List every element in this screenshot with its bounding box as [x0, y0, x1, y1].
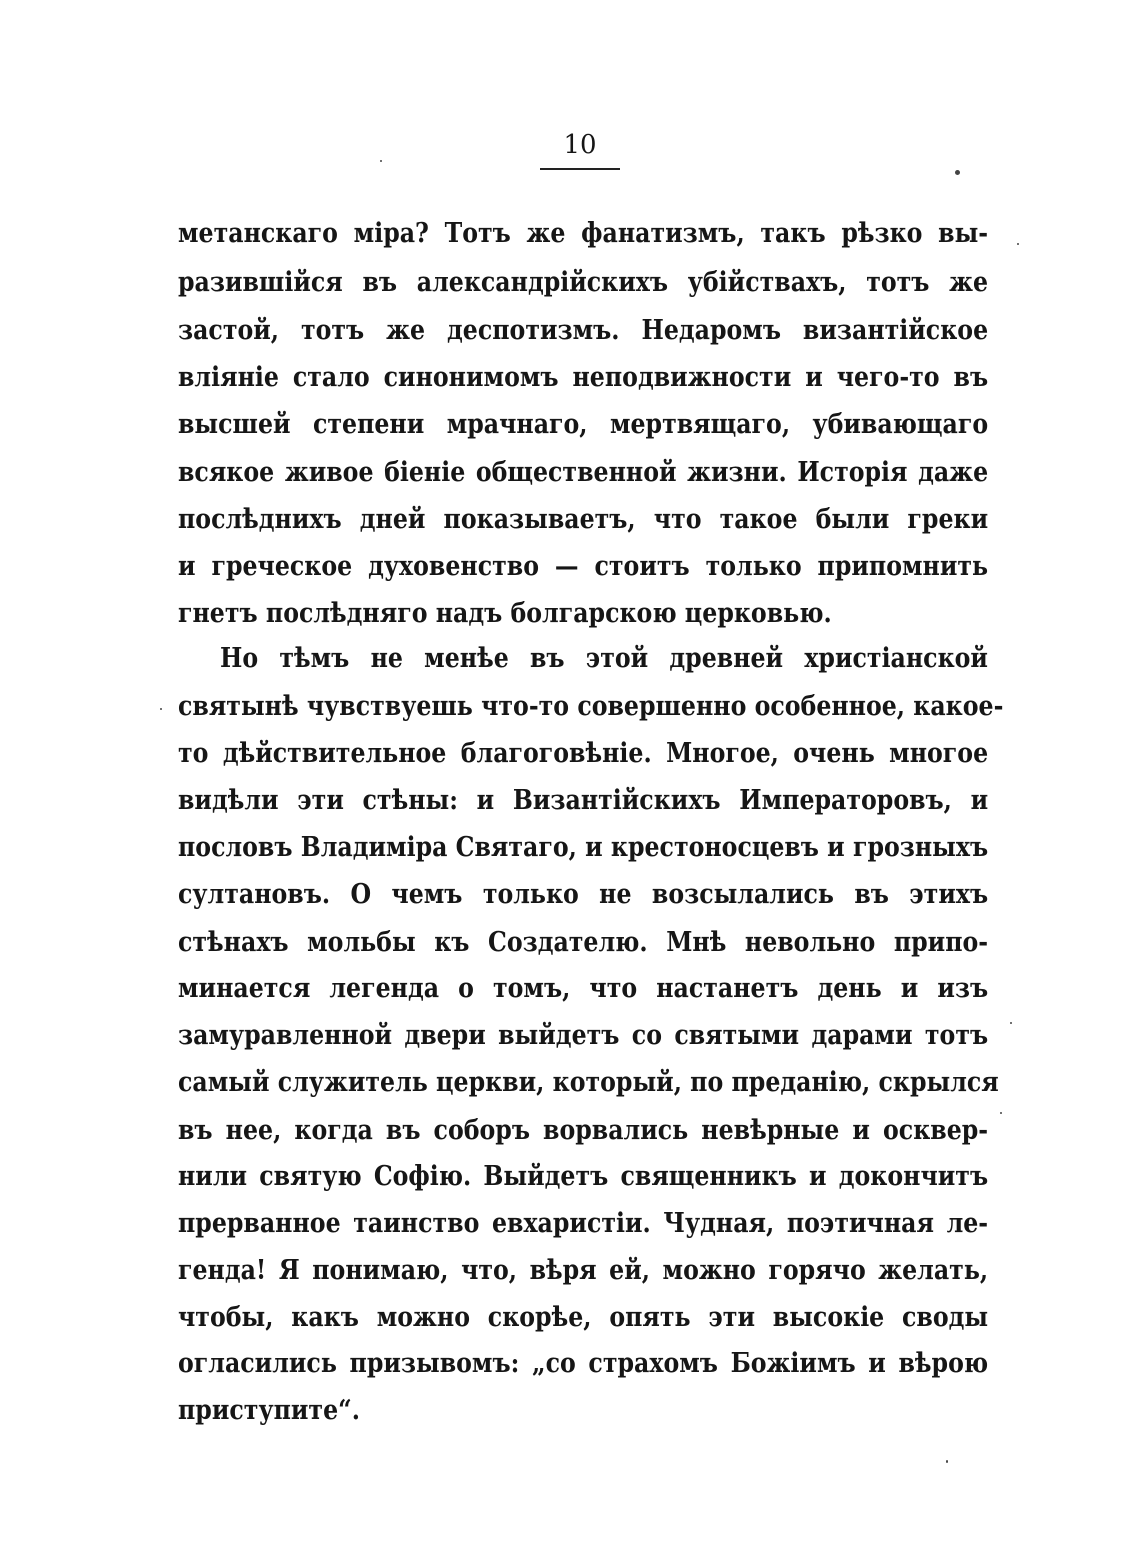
- text-line: Но тѣмъ не менѣе въ этой древней христіанской: [220, 642, 988, 674]
- text-line: минается легенда о томъ, что настанетъ день и изъ: [178, 972, 989, 1004]
- text-line: вліяніе стало синонимомъ неподвижности и чего-то въ: [178, 361, 989, 393]
- text-line: прерванное таинство евхаристіи. Чудная, поэтичная ле-: [178, 1207, 989, 1239]
- scan-speck: [1000, 1112, 1002, 1114]
- text-line: въ нее, когда въ соборъ ворвались невѣрные и осквер-: [178, 1114, 989, 1146]
- text-line: гнетъ послѣдняго надъ болгарскою церковью.: [178, 597, 832, 629]
- text-line: высшей степени мрачнаго, мертвящаго, убивающаго: [178, 408, 989, 440]
- text-line: всякое живое біеніе общественной жизни. Исторія даже: [178, 456, 989, 488]
- scan-speck: [946, 1460, 948, 1463]
- text-line: самый служитель церкви, который, по преданію, скрылся: [178, 1066, 999, 1098]
- text-line: стѣнахъ мольбы къ Создателю. Мнѣ невольно припо-: [178, 926, 989, 958]
- text-line: султановъ. О чемъ только не возсылались въ этихъ: [178, 878, 989, 910]
- text-line: видѣли эти стѣны: и Византійскихъ Императоровъ, и: [178, 784, 989, 816]
- text-line: нили святую Софію. Выйдетъ священникъ и докончитъ: [178, 1160, 989, 1192]
- text-line: замуравленной двери выйдетъ со святыми дарами тотъ: [178, 1019, 989, 1051]
- scan-speck: [1010, 1022, 1012, 1024]
- text-line: застой, тотъ же деспотизмъ. Недаромъ византійское: [178, 314, 989, 346]
- scan-speck: [1017, 243, 1019, 245]
- text-line: чтобы, какъ можно скорѣе, опять эти высокіе своды: [178, 1301, 989, 1333]
- text-line: пословъ Владиміра Святаго, и крестоносцевъ и грозныхъ: [178, 831, 989, 863]
- text-line: святынѣ чувствуешь что-то совершенно особенное, какое-: [178, 690, 1004, 722]
- page-number: 10: [563, 130, 597, 160]
- text-line: и греческое духовенство — стоитъ только припомнить: [178, 550, 989, 582]
- text-line: метанскаго міра? Тотъ же фанатизмъ, такъ рѣзко вы-: [178, 217, 989, 249]
- text-line: огласились призывомъ: „со страхомъ Божіимъ и вѣрою: [178, 1347, 989, 1379]
- scan-speck: [380, 160, 382, 162]
- text-line: разившійся въ александрійскихъ убійствахъ, тотъ же: [178, 266, 989, 298]
- text-line: генда! Я понимаю, что, вѣря ей, можно горячо желать,: [178, 1254, 989, 1286]
- page-number-rule: [540, 168, 620, 170]
- scan-speck: [160, 708, 162, 710]
- text-line: приступите“.: [178, 1394, 360, 1426]
- scan-speck: [955, 170, 960, 175]
- text-line: то дѣйствительное благоговѣніе. Многое, очень многое: [178, 737, 989, 769]
- text-line: послѣднихъ дней показываетъ, что такое были греки: [178, 503, 989, 535]
